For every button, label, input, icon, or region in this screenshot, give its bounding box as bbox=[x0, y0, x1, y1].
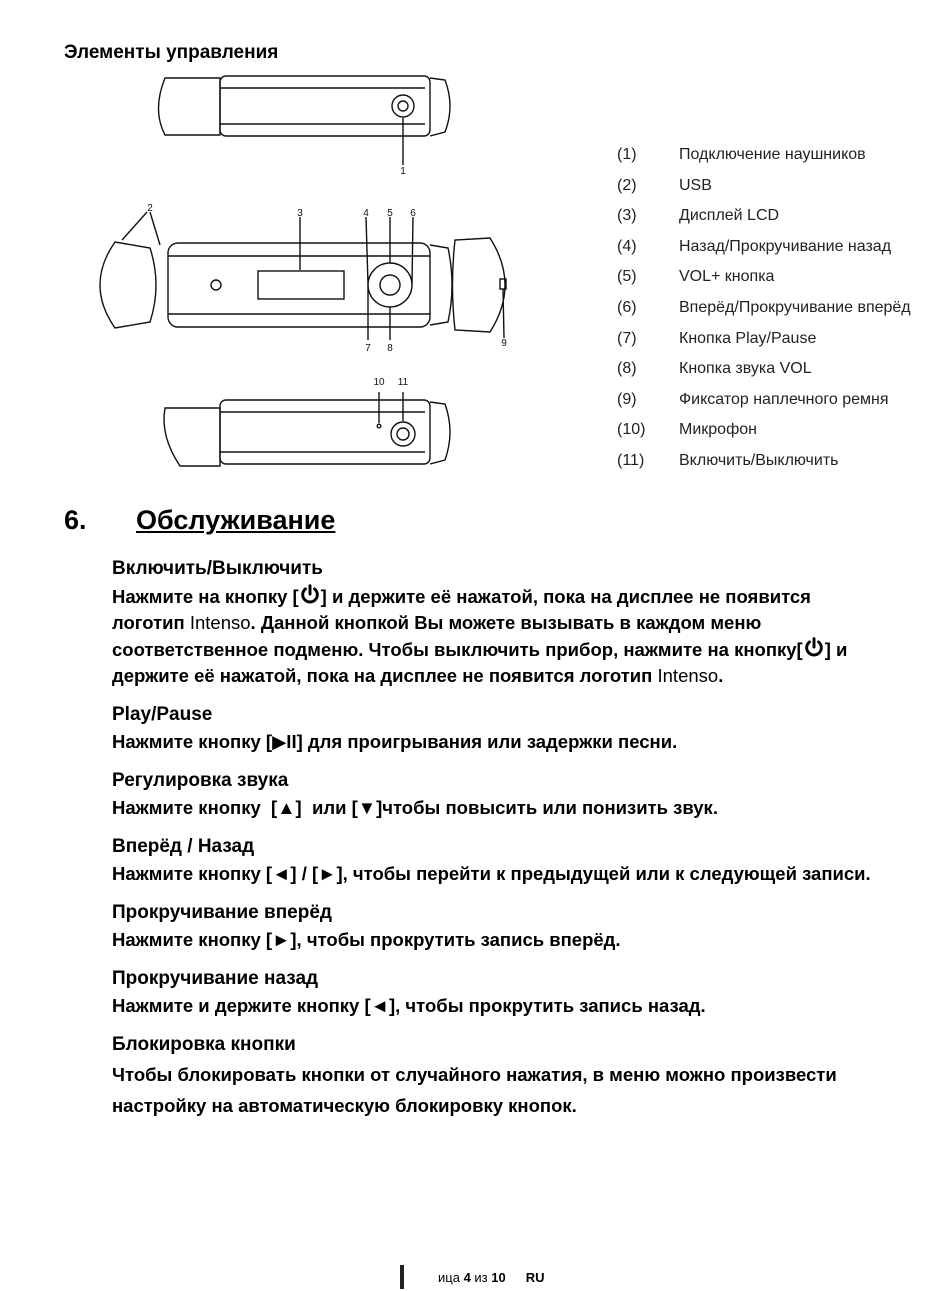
legend-item bbox=[617, 201, 937, 232]
maintenance-content bbox=[112, 557, 882, 1135]
figure-label: 4 bbox=[363, 208, 369, 219]
bottom-view-cap bbox=[164, 408, 220, 466]
figure-label: 10 bbox=[373, 377, 385, 388]
legend-label: Подключение наушников bbox=[679, 146, 866, 163]
legend-label: Фиксатор наплечного ремня bbox=[679, 390, 889, 408]
figure-label: 7 bbox=[365, 343, 371, 354]
legend-number: (4) bbox=[617, 237, 637, 255]
legend-number: (8) bbox=[617, 360, 637, 378]
legend-item bbox=[617, 354, 937, 385]
controls-title: Элементы управления bbox=[64, 42, 279, 63]
power-icon bbox=[299, 583, 321, 605]
legend-label: Вперёд/Прокручивание вперёд bbox=[679, 298, 911, 316]
legend-label: Включить/Выключить bbox=[679, 451, 839, 469]
legend-number: (10) bbox=[617, 421, 646, 439]
fast-forward-heading: Прокручивание вперёд bbox=[112, 902, 332, 923]
figure-label: 6 bbox=[410, 208, 416, 219]
legend-number: (3) bbox=[617, 207, 637, 225]
section-heading bbox=[64, 505, 335, 536]
power-icon bbox=[803, 636, 825, 658]
microphone bbox=[377, 424, 381, 428]
legend-number: (2) bbox=[617, 176, 637, 194]
lock-heading: Блокировка кнопки bbox=[112, 1034, 296, 1055]
back-arrow-icon: ◄ bbox=[370, 995, 389, 1016]
page-footer bbox=[400, 1264, 545, 1290]
legend-item bbox=[617, 140, 937, 171]
figure-label: 9 bbox=[501, 338, 507, 349]
usb-cap bbox=[100, 242, 156, 328]
volume-block bbox=[112, 769, 882, 821]
rewind-paragraph: Нажмите и держите кнопку [◄], чтобы прокрутить запись назад. bbox=[112, 993, 882, 1019]
legend-label: Кнопка звука VOL bbox=[679, 360, 812, 378]
headphone-jack bbox=[392, 95, 414, 117]
section-number: 6. bbox=[64, 505, 87, 535]
legend-number: (5) bbox=[617, 268, 637, 286]
legend-label: Микрофон bbox=[679, 421, 757, 439]
controls-legend bbox=[617, 140, 937, 477]
play-paragraph: Нажмите кнопку [▶II] для проигрывания или задержки песни. bbox=[112, 729, 882, 755]
fast-forward-block bbox=[112, 901, 882, 953]
legend-label: Кнопка Play/Pause bbox=[679, 329, 817, 347]
legend-item bbox=[617, 446, 937, 477]
legend-item bbox=[617, 232, 937, 263]
legend-label: Назад/Прокручивание назад bbox=[679, 237, 892, 255]
next-arrow-icon: ► bbox=[318, 863, 337, 884]
legend-item bbox=[617, 262, 937, 293]
figure-label: 2 bbox=[147, 203, 153, 214]
up-arrow-icon: ▲ bbox=[277, 797, 296, 818]
legend-item bbox=[617, 415, 937, 446]
figure-label: 3 bbox=[297, 208, 303, 219]
top-view-cap bbox=[159, 78, 221, 135]
skip-paragraph: Нажмите кнопку [◄] / [►], чтобы перейти к предыдущей или к следующей записи. bbox=[112, 861, 882, 887]
power-block bbox=[112, 557, 882, 689]
legend-number: (11) bbox=[617, 451, 645, 469]
play-block bbox=[112, 703, 882, 755]
bottom-view-body bbox=[220, 400, 430, 464]
figure-label: 11 bbox=[397, 377, 409, 388]
legend-number: (6) bbox=[617, 298, 637, 316]
legend-label: VOL+ кнопка bbox=[679, 268, 775, 286]
legend-number: (9) bbox=[617, 390, 637, 408]
legend-item bbox=[617, 293, 937, 324]
legend-label: Дисплей LCD bbox=[679, 207, 780, 225]
fast-forward-paragraph: Нажмите кнопку [►], чтобы прокрутить запись вперёд. bbox=[112, 927, 882, 953]
lock-block bbox=[112, 1033, 882, 1121]
figure-label: 5 bbox=[387, 208, 393, 219]
section-title: Обслуживание bbox=[136, 505, 336, 535]
legend-label: USB bbox=[679, 176, 712, 194]
skip-block bbox=[112, 835, 882, 887]
legend-item bbox=[617, 324, 937, 355]
rewind-block bbox=[112, 967, 882, 1019]
volume-paragraph: Нажмите кнопку [▲] или [▼]чтобы повысить или понизить звук. bbox=[112, 795, 882, 821]
language-code: RU bbox=[525, 1269, 545, 1285]
rewind-heading: Прокручивание назад bbox=[112, 968, 319, 989]
lcd-display bbox=[258, 271, 344, 299]
side-view bbox=[453, 238, 506, 332]
legend-number: (7) bbox=[617, 329, 637, 347]
legend-item bbox=[617, 385, 937, 416]
lock-paragraph: Чтобы блокировать кнопки от случайного нажатия, в меню можно произвести настройку на автоматическую блокировку кнопок. bbox=[112, 1064, 837, 1116]
forward-arrow-icon: ► bbox=[272, 929, 291, 950]
play-heading: Play/Pause bbox=[112, 704, 213, 725]
page-indicator: ица 4 из 10 bbox=[438, 1269, 506, 1285]
control-pad bbox=[368, 263, 412, 307]
power-button bbox=[391, 422, 415, 446]
legend-number: (1) bbox=[617, 146, 637, 163]
down-arrow-icon: ▼ bbox=[357, 797, 377, 818]
skip-heading: Вперёд / Назад bbox=[112, 836, 255, 857]
previous-arrow-icon: ◄ bbox=[272, 863, 291, 884]
power-heading: Включить/Выключить bbox=[112, 558, 323, 579]
device-diagram bbox=[70, 70, 600, 470]
figure-label: 8 bbox=[387, 343, 393, 354]
legend-item bbox=[617, 171, 937, 202]
footer-bar bbox=[400, 1265, 404, 1289]
volume-heading: Регулировка звука bbox=[112, 770, 289, 791]
figure-label: 1 bbox=[400, 166, 406, 177]
power-paragraph: Нажмите на кнопку [ ] и держите её нажатой, пока на дисплее не появится логотип Intenso. Данной кнопкой Вы можете вызывать в каждом меню соответственное подменю. Чтобы выключить прибор, нажмите на кнопку[ ] и держите её нажатой, пока на дисплее не появится логотип Intenso. bbox=[112, 583, 882, 689]
play-pause-icon: ▶II bbox=[272, 731, 297, 752]
